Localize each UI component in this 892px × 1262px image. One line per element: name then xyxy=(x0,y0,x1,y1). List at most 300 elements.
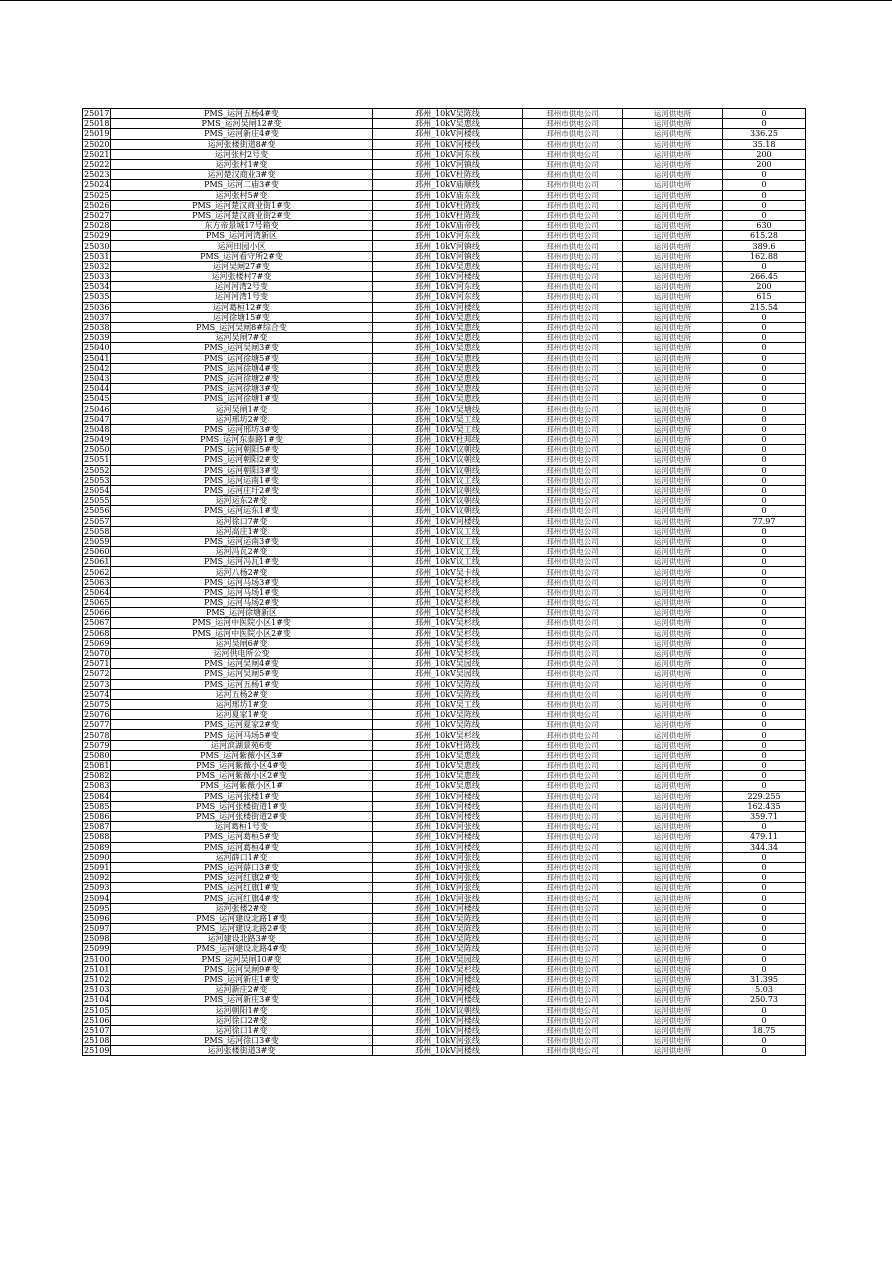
company-cell: 邳州市供电公司 xyxy=(523,995,623,1005)
capacity-value-cell: 0 xyxy=(723,465,806,475)
table-row xyxy=(83,109,806,119)
table-row xyxy=(83,720,806,730)
supply-office-cell: 运河供电所 xyxy=(623,475,723,485)
station-name-cell: 运河张楼街道8#变 xyxy=(111,139,373,149)
capacity-value-cell: 0 xyxy=(723,852,806,862)
table-row xyxy=(83,251,806,261)
company-cell: 邳州市供电公司 xyxy=(523,822,623,832)
capacity-value-cell: 0 xyxy=(723,618,806,628)
table-row xyxy=(83,557,806,567)
station-name-cell: PMS_运河朝阳2#变 xyxy=(111,455,373,465)
supply-office-cell: 运河供电所 xyxy=(623,159,723,169)
row-id-cell: 25102 xyxy=(84,975,110,985)
supply-office-cell: 运河供电所 xyxy=(623,598,723,608)
capacity-value-cell: 266.45 xyxy=(723,272,806,282)
row-id-cell: 25021 xyxy=(84,149,110,159)
row-id-cell: 25083 xyxy=(84,781,110,791)
station-name-cell: 运河楚汉商业3#变 xyxy=(111,170,373,180)
station-name-cell: 运河八杨2#变 xyxy=(111,567,373,577)
line-name-cell: 邳州_10kV庙东线 xyxy=(373,190,523,200)
row-id-cell: 25032 xyxy=(84,261,110,271)
capacity-value-cell: 0 xyxy=(723,913,806,923)
station-name-cell: PMS_运河紫薇小区3# xyxy=(111,750,373,760)
line-name-cell: 邳州_10kV河楼线 xyxy=(373,1025,523,1035)
capacity-value-cell: 0 xyxy=(723,384,806,394)
company-cell: 邳州市供电公司 xyxy=(523,526,623,536)
table-row xyxy=(83,730,806,740)
table-row xyxy=(83,272,806,282)
table-row xyxy=(83,1036,806,1046)
line-name-cell: 邳州_10kV吴陈线 xyxy=(373,924,523,934)
supply-office-cell: 运河供电所 xyxy=(623,170,723,180)
table-row xyxy=(83,974,806,984)
station-name-cell: PMS_运河中医院小区1#变 xyxy=(111,618,373,628)
capacity-value-cell: 0 xyxy=(723,608,806,618)
station-name-cell: PMS_运河运南1#变 xyxy=(111,475,373,485)
line-name-cell: 邳州_10kV杜陈线 xyxy=(373,200,523,210)
station-name-cell: 运河张楼街道3#变 xyxy=(111,1046,373,1056)
data-table xyxy=(82,108,806,1056)
table-row xyxy=(83,862,806,872)
station-name-cell: PMS_运河中医院小区2#变 xyxy=(111,628,373,638)
station-name-cell: 运河徐口1#变 xyxy=(111,1025,373,1035)
row-id-cell: 25031 xyxy=(84,251,110,261)
capacity-value-cell: 0 xyxy=(723,210,806,220)
company-cell: 邳州市供电公司 xyxy=(523,608,623,618)
company-cell: 邳州市供电公司 xyxy=(523,282,623,292)
row-id-cell: 25104 xyxy=(84,995,110,1005)
table-row xyxy=(83,710,806,720)
company-cell: 邳州市供电公司 xyxy=(523,1015,623,1025)
capacity-value-cell: 200 xyxy=(723,159,806,169)
table-row xyxy=(83,801,806,811)
supply-office-cell: 运河供电所 xyxy=(623,913,723,923)
table-row xyxy=(83,873,806,883)
capacity-value-cell: 0 xyxy=(723,557,806,567)
row-id-cell: 25100 xyxy=(84,954,110,964)
line-name-cell: 邳州_10kV吴惠线 xyxy=(373,343,523,353)
line-name-cell: 邳州_10kV议朝线 xyxy=(373,506,523,516)
supply-office-cell: 运河供电所 xyxy=(623,190,723,200)
station-name-cell: PMS_运河紫薇小区1# xyxy=(111,781,373,791)
capacity-value-cell: 250.73 xyxy=(723,995,806,1005)
row-id-cell: 25103 xyxy=(84,985,110,995)
line-name-cell: 邳州_10kV河楼线 xyxy=(373,272,523,282)
row-id-cell: 25054 xyxy=(84,486,110,496)
supply-office-cell: 运河供电所 xyxy=(623,710,723,720)
row-id-cell: 25065 xyxy=(84,598,110,608)
table-row xyxy=(83,648,806,658)
table-row xyxy=(83,852,806,862)
company-cell: 邳州市供电公司 xyxy=(523,638,623,648)
line-name-cell: 邳州_10kV吴杉线 xyxy=(373,648,523,658)
capacity-value-cell: 344.34 xyxy=(723,842,806,852)
station-name-cell: PMS_运河薛口3#变 xyxy=(111,862,373,872)
station-name-cell: 运河吴闸7#变 xyxy=(111,333,373,343)
supply-office-cell: 运河供电所 xyxy=(623,210,723,220)
supply-office-cell: 运河供电所 xyxy=(623,180,723,190)
row-id-cell: 25019 xyxy=(84,129,110,139)
line-name-cell: 邳州_10kV河楼线 xyxy=(373,903,523,913)
capacity-value-cell: 0 xyxy=(723,343,806,353)
company-cell: 邳州市供电公司 xyxy=(523,241,623,251)
line-name-cell: 邳州_10kV河楼线 xyxy=(373,995,523,1005)
station-name-cell: PMS_运河徐塘新区 xyxy=(111,608,373,618)
line-name-cell: 邳州_10kV河镇线 xyxy=(373,159,523,169)
supply-office-cell: 运河供电所 xyxy=(623,801,723,811)
station-name-cell: 东方帝景城17号箱变 xyxy=(111,221,373,231)
capacity-value-cell: 0 xyxy=(723,1036,806,1046)
table-row xyxy=(83,516,806,526)
company-cell: 邳州市供电公司 xyxy=(523,119,623,129)
station-name-cell: PMS_运河河湾新区 xyxy=(111,231,373,241)
line-name-cell: 邳州_10kV河楼线 xyxy=(373,974,523,984)
row-id-cell: 25033 xyxy=(84,272,110,282)
station-name-cell: 运河葛桓1号变 xyxy=(111,822,373,832)
supply-office-cell: 运河供电所 xyxy=(623,1015,723,1025)
line-name-cell: 邳州_10kV吴陈线 xyxy=(373,710,523,720)
capacity-value-cell: 479.11 xyxy=(723,832,806,842)
capacity-value-cell: 0 xyxy=(723,598,806,608)
line-name-cell: 邳州_10kV吴园线 xyxy=(373,669,523,679)
supply-office-cell: 运河供电所 xyxy=(623,934,723,944)
table-row xyxy=(83,261,806,271)
table-row xyxy=(83,842,806,852)
table-row xyxy=(83,312,806,322)
capacity-value-cell: 215.54 xyxy=(723,302,806,312)
line-name-cell: 邳州_10kV庙帝线 xyxy=(373,221,523,231)
company-cell: 邳州市供电公司 xyxy=(523,516,623,526)
company-cell: 邳州市供电公司 xyxy=(523,567,623,577)
row-id-cell: 25086 xyxy=(84,812,110,822)
capacity-value-cell: 0 xyxy=(723,333,806,343)
supply-office-cell: 运河供电所 xyxy=(623,312,723,322)
supply-office-cell: 运河供电所 xyxy=(623,608,723,618)
line-name-cell: 邳州_10kV议工线 xyxy=(373,557,523,567)
station-name-cell: PMS_运河朝阳5#变 xyxy=(111,445,373,455)
capacity-value-cell: 0 xyxy=(723,1005,806,1015)
line-name-cell: 邳州_10kV河楼线 xyxy=(373,1046,523,1056)
line-name-cell: 邳州_10kV河东线 xyxy=(373,282,523,292)
capacity-value-cell: 0 xyxy=(723,394,806,404)
table-row xyxy=(83,149,806,159)
company-cell: 邳州市供电公司 xyxy=(523,659,623,669)
company-cell: 邳州市供电公司 xyxy=(523,577,623,587)
row-id-cell: 25109 xyxy=(84,1046,110,1056)
table-row xyxy=(83,577,806,587)
supply-office-cell: 运河供电所 xyxy=(623,587,723,597)
capacity-value-cell: 0 xyxy=(723,119,806,129)
supply-office-cell: 运河供电所 xyxy=(623,139,723,149)
company-cell: 邳州市供电公司 xyxy=(523,353,623,363)
supply-office-cell: 运河供电所 xyxy=(623,333,723,343)
station-name-cell: 运河河湾2号变 xyxy=(111,282,373,292)
station-name-cell: 运河五杨2#变 xyxy=(111,689,373,699)
table-row xyxy=(83,791,806,801)
capacity-value-cell: 0 xyxy=(723,720,806,730)
table-row xyxy=(83,322,806,332)
supply-office-cell: 运河供电所 xyxy=(623,414,723,424)
station-name-cell: 运河冯瓦2#变 xyxy=(111,547,373,557)
capacity-value-cell: 336.25 xyxy=(723,129,806,139)
table-row xyxy=(83,934,806,944)
company-cell: 邳州市供电公司 xyxy=(523,333,623,343)
station-name-cell: PMS_运河红旗1#变 xyxy=(111,883,373,893)
capacity-value-cell: 0 xyxy=(723,587,806,597)
table-row xyxy=(83,159,806,169)
supply-office-cell: 运河供电所 xyxy=(623,149,723,159)
station-name-cell: PMS_运河东泰路1#变 xyxy=(111,435,373,445)
company-cell: 邳州市供电公司 xyxy=(523,761,623,771)
row-id-cell: 25025 xyxy=(84,190,110,200)
capacity-value-cell: 0 xyxy=(723,435,806,445)
line-name-cell: 邳州_10kV吴园线 xyxy=(373,659,523,669)
station-name-cell: PMS_运河吴闸3#变 xyxy=(111,343,373,353)
company-cell: 邳州市供电公司 xyxy=(523,1025,623,1035)
table-row xyxy=(83,343,806,353)
line-name-cell: 邳州_10kV吴杉线 xyxy=(373,628,523,638)
line-name-cell: 邳州_10kV吴卡线 xyxy=(373,567,523,577)
line-name-cell: 邳州_10kV议朝线 xyxy=(373,496,523,506)
row-id-cell: 25036 xyxy=(84,302,110,312)
supply-office-cell: 运河供电所 xyxy=(623,251,723,261)
capacity-value-cell: 0 xyxy=(723,638,806,648)
line-name-cell: 邳州_10kV河楼线 xyxy=(373,1015,523,1025)
capacity-value-cell: 0 xyxy=(723,964,806,974)
table-row xyxy=(83,985,806,995)
supply-office-cell: 运河供电所 xyxy=(623,985,723,995)
row-id-cell: 25107 xyxy=(84,1025,110,1035)
station-name-cell: PMS_运河红旗4#变 xyxy=(111,893,373,903)
company-cell: 邳州市供电公司 xyxy=(523,1036,623,1046)
station-name-cell: PMS_运河建设北路2#变 xyxy=(111,924,373,934)
table-row xyxy=(83,699,806,709)
row-id-cell: 25078 xyxy=(84,730,110,740)
row-id-cell: 25093 xyxy=(84,883,110,893)
supply-office-cell: 运河供电所 xyxy=(623,435,723,445)
company-cell: 邳州市供电公司 xyxy=(523,455,623,465)
table-row xyxy=(83,598,806,608)
row-id-cell: 25038 xyxy=(84,323,110,333)
company-cell: 邳州市供电公司 xyxy=(523,496,623,506)
line-name-cell: 邳州_10kV吴杉线 xyxy=(373,638,523,648)
row-id-cell: 25108 xyxy=(84,1036,110,1046)
station-name-cell: PMS_运河五杨4#变 xyxy=(111,109,373,119)
table-row xyxy=(83,608,806,618)
row-id-cell: 25095 xyxy=(84,903,110,913)
capacity-value-cell: 0 xyxy=(723,771,806,781)
company-cell: 邳州市供电公司 xyxy=(523,679,623,689)
row-id-cell: 25028 xyxy=(84,221,110,231)
line-name-cell: 邳州_10kV吴惠线 xyxy=(373,333,523,343)
table-row xyxy=(83,445,806,455)
station-name-cell: 运河朝阳1#变 xyxy=(111,1005,373,1015)
supply-office-cell: 运河供电所 xyxy=(623,221,723,231)
table-row xyxy=(83,832,806,842)
company-cell: 邳州市供电公司 xyxy=(523,424,623,434)
line-name-cell: 邳州_10kV吴杉线 xyxy=(373,587,523,597)
line-name-cell: 邳州_10kV吴惠线 xyxy=(373,119,523,129)
row-id-cell: 25088 xyxy=(84,832,110,842)
station-name-cell: 运河邢坊2#变 xyxy=(111,414,373,424)
company-cell: 邳州市供电公司 xyxy=(523,913,623,923)
table-row xyxy=(83,485,806,495)
capacity-value-cell: 0 xyxy=(723,699,806,709)
company-cell: 邳州市供电公司 xyxy=(523,903,623,913)
supply-office-cell: 运河供电所 xyxy=(623,343,723,353)
supply-office-cell: 运河供电所 xyxy=(623,995,723,1005)
company-cell: 邳州市供电公司 xyxy=(523,669,623,679)
station-name-cell: PMS_运河庄圩2#变 xyxy=(111,485,373,495)
row-id-cell: 25027 xyxy=(84,210,110,220)
company-cell: 邳州市供电公司 xyxy=(523,801,623,811)
company-cell: 邳州市供电公司 xyxy=(523,791,623,801)
capacity-value-cell: 0 xyxy=(723,750,806,760)
supply-office-cell: 运河供电所 xyxy=(623,384,723,394)
table-row xyxy=(83,893,806,903)
line-name-cell: 邳州_10kV河东线 xyxy=(373,231,523,241)
table-row xyxy=(83,475,806,485)
supply-office-cell: 运河供电所 xyxy=(623,852,723,862)
station-name-cell: 运河吴闸27#变 xyxy=(111,261,373,271)
capacity-value-cell: 0 xyxy=(723,873,806,883)
company-cell: 邳州市供电公司 xyxy=(523,129,623,139)
supply-office-cell: 运河供电所 xyxy=(623,761,723,771)
table-row xyxy=(83,638,806,648)
station-name-cell: 运河张村1#变 xyxy=(111,159,373,169)
supply-office-cell: 运河供电所 xyxy=(623,669,723,679)
capacity-value-cell: 0 xyxy=(723,628,806,638)
table-row xyxy=(83,669,806,679)
table-row xyxy=(83,394,806,404)
table-row xyxy=(83,282,806,292)
row-id-cell: 25047 xyxy=(84,414,110,424)
station-name-cell: PMS_运河新庄1#变 xyxy=(111,974,373,984)
row-id-cell: 25048 xyxy=(84,424,110,434)
line-name-cell: 邳州_10kV河镇线 xyxy=(373,251,523,261)
line-name-cell: 邳州_10kV杜陈线 xyxy=(373,170,523,180)
supply-office-cell: 运河供电所 xyxy=(623,373,723,383)
company-cell: 邳州市供电公司 xyxy=(523,221,623,231)
table-row xyxy=(83,404,806,414)
capacity-value-cell: 0 xyxy=(723,924,806,934)
capacity-value-cell: 0 xyxy=(723,170,806,180)
row-id-cell: 25069 xyxy=(84,638,110,648)
supply-office-cell: 运河供电所 xyxy=(623,292,723,302)
table-row xyxy=(83,292,806,302)
line-name-cell: 邳州_10kV议朝线 xyxy=(373,485,523,495)
capacity-value-cell: 0 xyxy=(723,373,806,383)
station-name-cell: 运河徐口7#变 xyxy=(111,516,373,526)
line-name-cell: 邳州_10kV吴工线 xyxy=(373,699,523,709)
supply-office-cell: 运河供电所 xyxy=(623,547,723,557)
capacity-value-cell: 0 xyxy=(723,761,806,771)
supply-office-cell: 运河供电所 xyxy=(623,842,723,852)
supply-office-cell: 运河供电所 xyxy=(623,526,723,536)
company-cell: 邳州市供电公司 xyxy=(523,404,623,414)
capacity-value-cell: 0 xyxy=(723,190,806,200)
table-row xyxy=(83,363,806,373)
company-cell: 邳州市供电公司 xyxy=(523,210,623,220)
company-cell: 邳州市供电公司 xyxy=(523,781,623,791)
supply-office-cell: 运河供电所 xyxy=(623,944,723,954)
supply-office-cell: 运河供电所 xyxy=(623,516,723,526)
row-id-cell: 25105 xyxy=(84,1005,110,1015)
company-cell: 邳州市供电公司 xyxy=(523,587,623,597)
row-id-cell: 25091 xyxy=(84,862,110,872)
table-row xyxy=(83,170,806,180)
supply-office-cell: 运河供电所 xyxy=(623,200,723,210)
capacity-value-cell: 200 xyxy=(723,149,806,159)
company-cell: 邳州市供电公司 xyxy=(523,720,623,730)
station-name-cell: PMS_运河楚汉商业街2#变 xyxy=(111,210,373,220)
row-id-cell: 25084 xyxy=(84,791,110,801)
station-name-cell: 运河供电所公变 xyxy=(111,648,373,658)
capacity-value-cell: 0 xyxy=(723,944,806,954)
company-cell: 邳州市供电公司 xyxy=(523,261,623,271)
line-name-cell: 邳州_10kV吴陈线 xyxy=(373,913,523,923)
station-name-cell: PMS_运河建设北路4#变 xyxy=(111,944,373,954)
company-cell: 邳州市供电公司 xyxy=(523,689,623,699)
row-id-cell: 25040 xyxy=(84,343,110,353)
row-id-cell: 25067 xyxy=(84,618,110,628)
company-cell: 邳州市供电公司 xyxy=(523,628,623,638)
line-name-cell: 邳州_10kV议朝线 xyxy=(373,445,523,455)
supply-office-cell: 运河供电所 xyxy=(623,322,723,332)
station-name-cell: PMS_运河徐口3#变 xyxy=(111,1036,373,1046)
table-row xyxy=(83,924,806,934)
station-name-cell: 运河河湾1号变 xyxy=(111,292,373,302)
company-cell: 邳州市供电公司 xyxy=(523,924,623,934)
supply-office-cell: 运河供电所 xyxy=(623,424,723,434)
table-row xyxy=(83,679,806,689)
line-name-cell: 邳州_10kV吴陈线 xyxy=(373,689,523,699)
line-name-cell: 邳州_10kV吴惠线 xyxy=(373,322,523,332)
station-name-cell: PMS_运河冯瓦1#变 xyxy=(111,557,373,567)
station-name-cell: PMS_运河张楼街道2#变 xyxy=(111,811,373,821)
page-top-rule xyxy=(0,0,892,1)
line-name-cell: 邳州_10kV议工线 xyxy=(373,536,523,546)
company-cell: 邳州市供电公司 xyxy=(523,598,623,608)
company-cell: 邳州市供电公司 xyxy=(523,964,623,974)
table-row xyxy=(83,414,806,424)
company-cell: 邳州市供电公司 xyxy=(523,272,623,282)
company-cell: 邳州市供电公司 xyxy=(523,200,623,210)
table-row xyxy=(83,1015,806,1025)
line-name-cell: 邳州_10kV河张线 xyxy=(373,852,523,862)
row-id-cell: 25076 xyxy=(84,710,110,720)
supply-office-cell: 运河供电所 xyxy=(623,404,723,414)
table-row xyxy=(83,455,806,465)
capacity-value-cell: 31.395 xyxy=(723,974,806,984)
line-name-cell: 邳州_10kV河楼线 xyxy=(373,129,523,139)
capacity-value-cell: 615.28 xyxy=(723,231,806,241)
line-name-cell: 邳州_10kV河楼线 xyxy=(373,302,523,312)
row-id-cell: 25064 xyxy=(84,587,110,597)
table-row xyxy=(83,221,806,231)
line-name-cell: 邳州_10kV吴惠线 xyxy=(373,761,523,771)
capacity-value-cell: 0 xyxy=(723,526,806,536)
line-name-cell: 邳州_10kV吴惠线 xyxy=(373,312,523,322)
supply-office-cell: 运河供电所 xyxy=(623,720,723,730)
capacity-value-cell: 0 xyxy=(723,710,806,720)
station-name-cell: PMS_运河建设北路1#变 xyxy=(111,913,373,923)
row-id-cell: 25066 xyxy=(84,608,110,618)
capacity-value-cell: 0 xyxy=(723,740,806,750)
supply-office-cell: 运河供电所 xyxy=(623,659,723,669)
line-name-cell: 邳州_10kV吴园线 xyxy=(373,954,523,964)
station-name-cell: 运河高庄1#变 xyxy=(111,526,373,536)
